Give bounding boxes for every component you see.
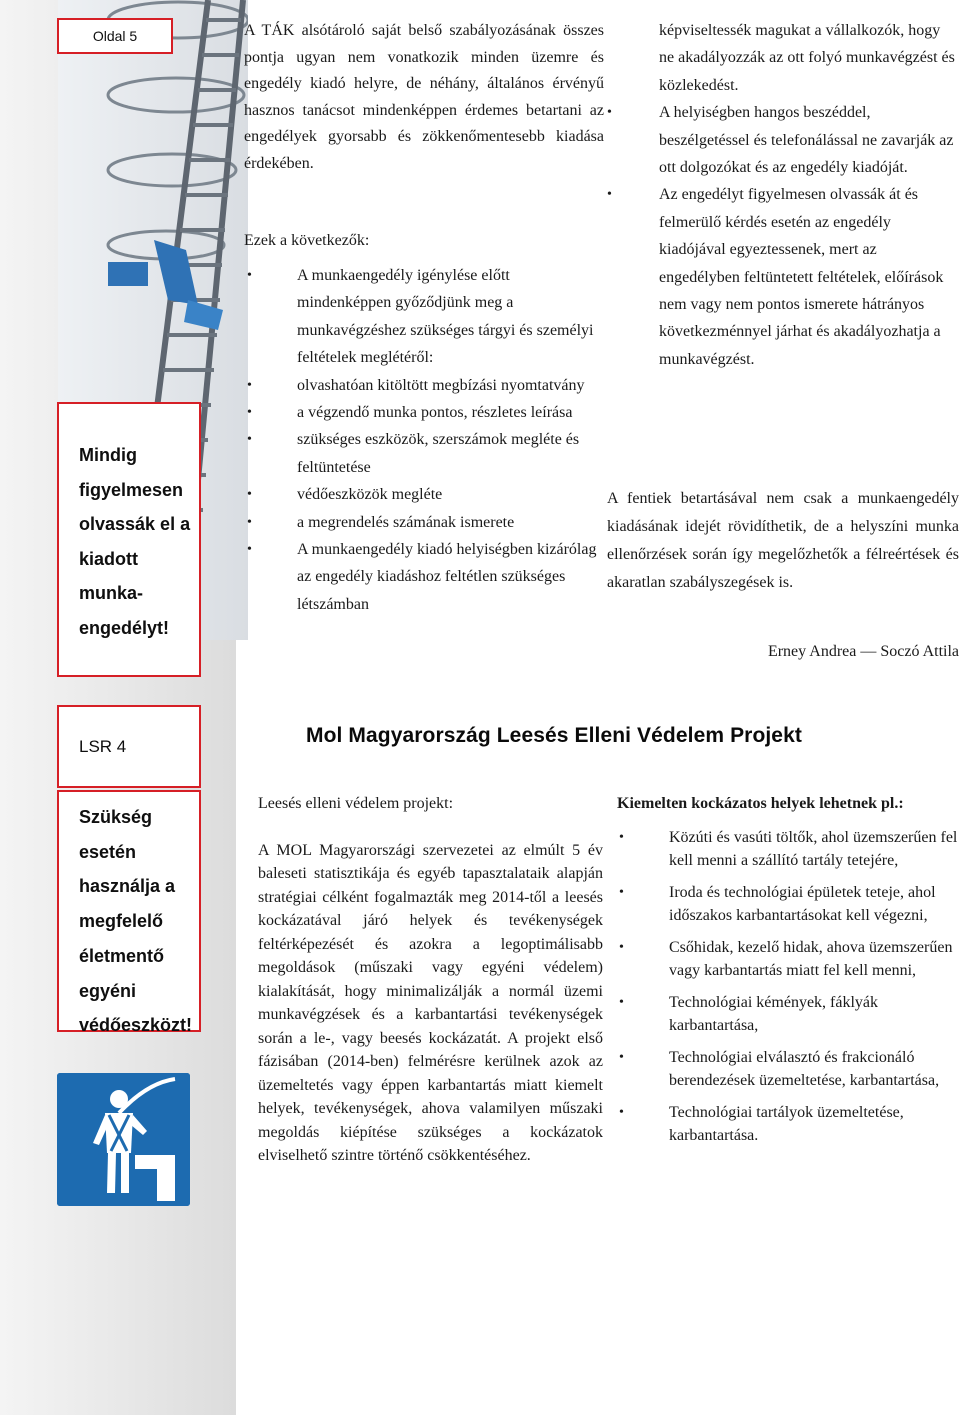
- bullet-icon: •: [619, 939, 624, 955]
- section-label-box: [57, 705, 201, 788]
- right-column: [607, 17, 959, 373]
- list-item: • szükséges eszközök, szerszámok megléte és feltüntetése: [244, 426, 604, 481]
- bullet-icon: •: [619, 1104, 624, 1120]
- intro-line: Ezek a következők:: [244, 232, 370, 249]
- list-item: • A helyiségben hangos beszéddel, beszélgetéssel és telefonálással ne zavarják az ott dolgozókat és az engedély kiadóját.: [607, 99, 959, 181]
- continuation-text: képviseltessék magukat a vállalkozók, hogy ne akadályozzák az ott folyó munkavégzést és közlekedést.: [659, 22, 955, 94]
- bullet-icon: •: [619, 829, 624, 845]
- list-item: • Csőhidak, kezelő hidak, ahova üzemszerűen vagy karbantartás miatt fel kell menni,: [617, 936, 959, 983]
- bullet-icon: •: [619, 1049, 624, 1065]
- author-byline: Erney Andrea — Soczó Attila: [767, 643, 959, 660]
- harness-mandatory-sign-icon: [57, 1073, 190, 1206]
- article-title: Mol Magyarország Leesés Elleni Védelem Projekt: [306, 724, 802, 747]
- risk-list: [617, 826, 959, 1148]
- list-item: • Technológiai tartályok üzemeltetése, karbantartása.: [617, 1101, 959, 1148]
- risk-heading: Kiemelten kockázatos helyek lehetnek pl.:: [617, 795, 904, 812]
- bullet-icon: •: [619, 884, 624, 900]
- list-item: • olvashatóan kitöltött megbízási nyomtatvány: [244, 372, 604, 399]
- section-label: LSR 4: [79, 736, 127, 756]
- bullet-icon: •: [247, 542, 252, 558]
- bullet-icon: •: [247, 377, 252, 393]
- list-item: • Közúti és vasúti töltők, ahol üzemszerűen fel kell menni a szállító tartály tetejére,: [617, 826, 959, 873]
- list-item: • Az engedélyt figyelmesen olvassák át és felmerülő kérdés esetén az engedély kiadójával egyeztessenek, mert az engedélyben feltüntetett feltételek, előírások nem vagy nem pontos ismerete hátrányos következménnyel járhat és akadályozhatja a munkavégzést.: [607, 181, 959, 373]
- list-item: • A munkaengedély igénylése előtt mindenképpen győződjünk meg a munkavégzéshez szükséges tárgyi és személyi feltételek meglétéről:: [244, 262, 604, 372]
- bullet-icon: •: [607, 187, 612, 203]
- page-number: Oldal 5: [92, 28, 138, 44]
- bullet-icon: •: [247, 514, 252, 530]
- project-description: [258, 792, 603, 1168]
- requirements-list: [244, 262, 604, 618]
- conclusion-paragraph: A fentiek betartásával nem csak a munkaengedély kiadásának idejét rövidíthetik, de a helyszíni munka ellenőrzések során így megelőzhetők a félreértések és akaratlan szabályszegések is.: [607, 490, 959, 591]
- list-item: • a végzendő munka pontos, részletes leírása: [244, 399, 604, 426]
- list-item: • Iroda és technológiai épületek teteje, ahol időszakos karbantartásokat kell végezni,: [617, 881, 959, 928]
- bullet-icon: •: [247, 487, 252, 503]
- bullet-icon: •: [619, 994, 624, 1010]
- list-item: • a megrendelés számának ismerete: [244, 509, 604, 536]
- project-subheading: Leesés elleni védelem projekt:: [258, 795, 454, 812]
- bullet-icon: •: [247, 432, 252, 448]
- list-item: • Technológiai elválasztó és frakcionáló berendezések üzemeltetése, karbantartása,: [617, 1046, 959, 1093]
- bullet-icon: •: [247, 268, 252, 283]
- lead-paragraph: A TÁK alsótároló saját belső szabályozásának összes pontja ugyan nem vonatkozik minden üzemre és engedély kiadó helyre, de néhány, általános érvényű hasznos tanácsot mindenképpen érdemes betartani az engedélyek gyorsabb és zökkenőmentesebb kiadása érdekében.: [244, 22, 604, 172]
- bullet-icon: •: [607, 105, 612, 121]
- page-number-box: [57, 18, 173, 54]
- bullet-icon: •: [247, 405, 252, 421]
- tip-box-read-permit: Mindig figyelmesen olvassák el a kiadott munka- engedélyt!: [57, 402, 201, 677]
- list-item: • A munkaengedély kiadó helyiségben kizárólag az engedély kiadáshoz feltétlen szükséges létszámban: [244, 536, 604, 618]
- conduct-list: [607, 99, 959, 373]
- list-item: • Technológiai kémények, fáklyák karbantartása,: [617, 991, 959, 1038]
- risk-locations: [617, 792, 959, 1156]
- tip-box-ppe: Szükség esetén használja a megfelelő életmentő egyéni védőeszközt!: [57, 790, 201, 1032]
- project-body: A MOL Magyarországi szervezetei az elmúlt 5 év baleseti statisztikája és egyéb tapasztalataik alapján stratégiai célként fogalmazták meg 2014-től a leesés kockázatával járó helyek és tevékenységek feltérképezését és azokra a legoptimálisabb megoldások (műszaki vagy egyéni védelem) kialakítását, hogy minimalizálják a normál üzemi munkavégzések és a karbantartási tevékenységek során a le-, vagy beesés kockázatát. A projekt első fázisában (2014-ben) felmérésre kerülnek azok az üzemeltetés vagy éppen karbantartás miatt kiemelt helyek, tevékenységek, ahova valamilyen műszaki megoldás kiépítése szükséges a kockázatok elviselhető szintre történő csökkentéséhez.: [258, 841, 603, 1164]
- list-item: • védőeszközök megléte: [244, 481, 604, 508]
